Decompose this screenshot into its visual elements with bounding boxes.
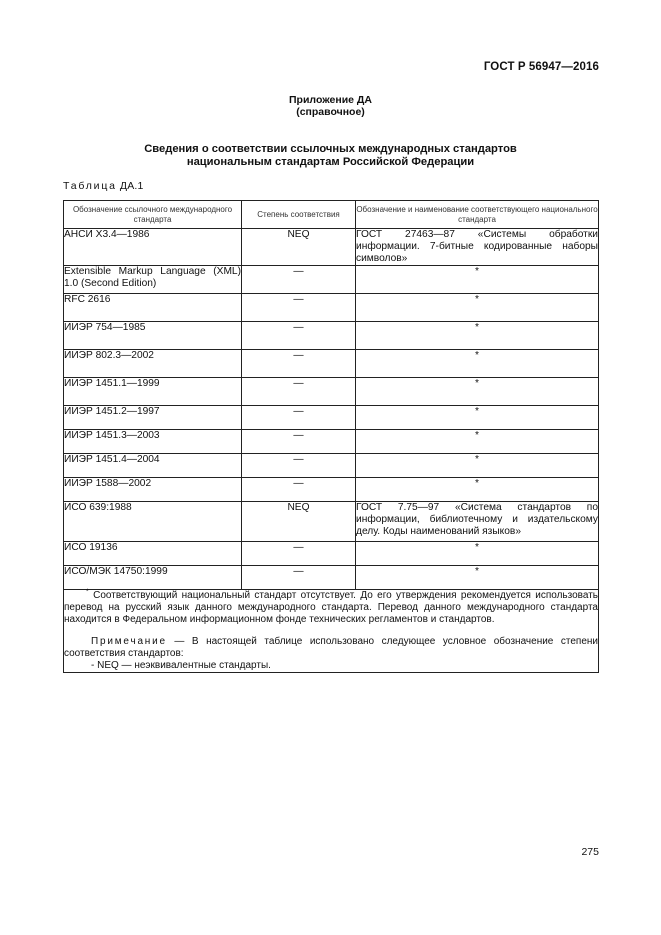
cell-degree: — xyxy=(242,350,356,378)
note-list-item: - NEQ — неэквивалентные стандарты. xyxy=(91,660,271,671)
cell-degree: NEQ xyxy=(242,502,356,542)
cell-national-standard: ГОСТ 27463—87 «Системы обработки информации. 7-битные кодированные наборы символов» xyxy=(356,229,598,264)
table-row xyxy=(64,406,599,430)
cell-degree: — xyxy=(242,322,356,350)
cell-national-standard: * xyxy=(356,294,599,322)
page-number: 275 xyxy=(581,846,599,858)
standards-table xyxy=(63,200,599,673)
footnote-mark: * xyxy=(86,588,89,596)
table-row xyxy=(64,266,599,294)
table-caption xyxy=(63,180,144,192)
table-notes xyxy=(64,590,599,673)
footnote xyxy=(64,590,598,626)
header-international-standard: Обозначение ссылочного международного стандарта xyxy=(64,201,242,229)
section-title-line1: Сведения о соответствии ссылочных международных стандартов xyxy=(144,143,517,155)
table-row xyxy=(64,294,599,322)
cell-degree: — xyxy=(242,542,356,566)
section-title-line2: национальным стандартам Российской Федерации xyxy=(186,156,475,168)
cell-degree: — xyxy=(242,266,356,294)
note-text: — В настоящей таблице использовано следующее условное обозначение степени соответствия стандартов: xyxy=(64,636,598,659)
table-row xyxy=(64,454,599,478)
cell-degree: — xyxy=(242,406,356,430)
cell-international-ref: ИИЭР 1451.2—1997 xyxy=(64,406,242,430)
table-row xyxy=(64,229,599,266)
cell-international-ref: ИИЭР 1588—2002 xyxy=(64,478,242,502)
cell-international-ref: ИИЭР 1451.3—2003 xyxy=(64,430,242,454)
footnote-text: Соответствующий национальный стандарт отсутствует. До его утверждения рекомендуется использовать перевод на русский язык данного международного стандарта. Перевод данного международного стандарта находится в Федеральном информационном фонде технических регламентов и стандартов. xyxy=(64,590,599,625)
cell-international-ref: ИСО 19136 xyxy=(64,542,242,566)
cell-international-ref: ИСО 639:1988 xyxy=(64,502,242,542)
table-row xyxy=(64,566,599,590)
cell-national-standard: * xyxy=(356,430,599,454)
cell-degree: — xyxy=(242,294,356,322)
cell-national-standard: * xyxy=(356,542,599,566)
cell-national-standard: * xyxy=(356,350,599,378)
table-row xyxy=(64,478,599,502)
table-row xyxy=(64,502,599,542)
cell-international-ref: ИИЭР 1451.4—2004 xyxy=(64,454,242,478)
cell-national-standard: * xyxy=(356,478,599,502)
cell-national-standard: * xyxy=(356,454,599,478)
table-row xyxy=(64,350,599,378)
cell-international-ref: АНСИ X3.4—1986 xyxy=(64,229,242,266)
cell-degree: — xyxy=(242,454,356,478)
note-label: Примечание xyxy=(91,636,167,647)
cell-degree: — xyxy=(242,378,356,406)
cell-international-ref: RFC 2616 xyxy=(64,294,242,322)
cell-international-ref: ИИЭР 802.3—2002 xyxy=(64,350,242,378)
table-row xyxy=(64,542,599,566)
cell-international-ref: ИСО/МЭК 14750:1999 xyxy=(64,566,242,590)
cell-international-ref: ИИЭР 1451.1—1999 xyxy=(64,378,242,406)
table-row xyxy=(64,322,599,350)
cell-international-ref: Extensible Markup Language (XML) 1.0 (Second Edition) xyxy=(64,266,242,294)
cell-degree: — xyxy=(242,566,356,590)
cell-degree: — xyxy=(242,430,356,454)
table-row xyxy=(64,430,599,454)
cell-international-ref: ИИЭР 754—1985 xyxy=(64,322,242,350)
header-degree: Степень соответствия xyxy=(242,201,356,229)
note xyxy=(64,636,598,660)
cell-national-standard: * xyxy=(356,266,599,294)
table-caption-number: ДА.1 xyxy=(119,180,144,192)
appendix-subtitle: (справочное) xyxy=(296,106,365,118)
table-row xyxy=(64,378,599,406)
document-code: ГОСТ Р 56947—2016 xyxy=(483,61,599,73)
cell-national-standard: * xyxy=(356,378,599,406)
cell-national-standard: * xyxy=(356,406,599,430)
cell-national-standard: * xyxy=(356,566,599,590)
table-caption-word: Таблица xyxy=(63,180,117,192)
table-header-row xyxy=(64,201,599,229)
table-notes-row xyxy=(64,590,599,673)
cell-national-standard: ГОСТ 7.75—97 «Система стандартов по информации, библиотечному и издательскому делу. Коды наименований языков» xyxy=(356,502,599,542)
cell-national-standard: * xyxy=(356,322,599,350)
cell-degree: NEQ xyxy=(242,229,356,266)
header-national-standard: Обозначение и наименование соответствующего национального стандарта xyxy=(356,201,599,229)
cell-degree: — xyxy=(242,478,356,502)
appendix-title: Приложение ДА xyxy=(289,94,372,106)
